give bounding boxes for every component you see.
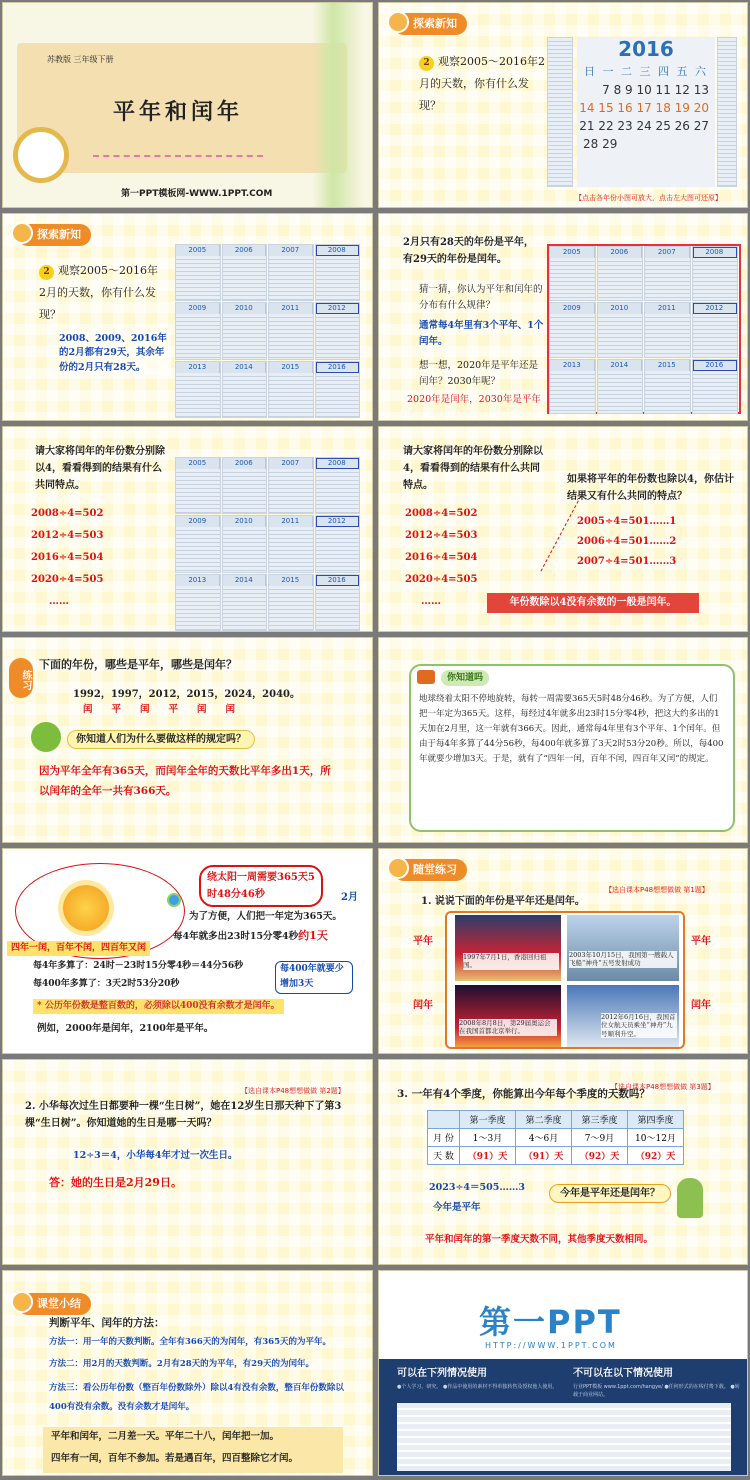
mini-calendar[interactable] bbox=[175, 361, 221, 418]
calendar-year-label: 2011 bbox=[269, 303, 313, 314]
calendar-year-label: 2006 bbox=[598, 247, 643, 258]
calendar-strip bbox=[547, 37, 573, 187]
mini-calendar[interactable] bbox=[268, 244, 314, 301]
feb-label: 2月 bbox=[341, 892, 358, 903]
photo-shenzhou5 bbox=[567, 915, 679, 981]
calendar-row bbox=[549, 246, 739, 301]
method-1: 方法一：用一年的天数判断。全年有366天的为闰年，有365天的为平年。 bbox=[49, 1337, 331, 1347]
calendar-year-label: 2011 bbox=[269, 516, 313, 527]
license-text: ●个人学习、研究。 ●作品中使用的素材不得单独转售及授权他人使用。 bbox=[397, 1384, 558, 1390]
why-question: 你知道人们为什么要做这样的规定吗？ bbox=[67, 730, 255, 749]
method-2: 方法二：用2月的天数判断。2月有28天的为平年，有29天的为闰年。 bbox=[49, 1359, 314, 1369]
calendar-year-label: 2016 bbox=[693, 360, 738, 371]
cannot-use-heading: 不可以在以下情况使用 bbox=[573, 1368, 673, 1379]
slide-practice bbox=[2, 637, 373, 843]
question: 2. 小华每次过生日都要种一棵“生日树”，她在12岁生日那天种下了第3棵“生日树”。你知道她的生日是哪一天吗？ bbox=[25, 1101, 342, 1129]
table-cell: （92）天 bbox=[628, 1147, 684, 1165]
caption: 2008年8月8日，第29届奥运会在我国首都北京举行。 bbox=[459, 1019, 557, 1036]
orbit-bubble: 绕太阳一周需要365天5时48分46秒 bbox=[199, 865, 323, 907]
calendar-year-label: 2014 bbox=[223, 362, 267, 373]
equation: 2008÷4=502 bbox=[31, 508, 104, 519]
mini-calendar[interactable] bbox=[315, 574, 361, 631]
mini-calendar[interactable] bbox=[268, 457, 314, 514]
calendar-row bbox=[175, 302, 361, 359]
table-row bbox=[428, 1147, 684, 1165]
equation: 2008÷4=502 bbox=[405, 508, 478, 519]
mini-calendar[interactable] bbox=[315, 361, 361, 418]
slide-observe bbox=[2, 213, 373, 421]
line-44min: 每4年多算了：24时－23时15分零4秒＝44分56秒 bbox=[33, 961, 244, 971]
calendar-year-label: 2015 bbox=[269, 575, 313, 586]
calendar-year-label: 2008 bbox=[316, 245, 360, 256]
calendar-year-label: 2014 bbox=[598, 360, 643, 371]
calendar-row bbox=[175, 515, 361, 572]
question: 1. 说说下面的年份是平年还是闰年。 bbox=[421, 896, 585, 907]
table-cell: 第一季度 bbox=[460, 1111, 516, 1129]
practice-badge: 练习 bbox=[9, 658, 33, 698]
calendar-year-label: 2005 bbox=[176, 458, 220, 469]
section-tag: 探索新知 bbox=[17, 224, 91, 246]
think-question: 想一想，2020年是平年还是闰年？2030年呢？ bbox=[419, 360, 539, 388]
step-badge: 2 bbox=[39, 265, 54, 280]
equation: 2012÷4=503 bbox=[405, 530, 478, 541]
estimate-question: 如果将平年的年份数也除以4，你估计结果又有什么共同的特点？ bbox=[567, 474, 734, 502]
calendar-grid bbox=[175, 244, 361, 416]
calendar-year-label: 2009 bbox=[176, 516, 220, 527]
conclusion: 平年和闰年的第一季度天数不同，其他季度天数相同。 bbox=[425, 1234, 654, 1245]
info-heading: 你知道吗 bbox=[441, 670, 489, 686]
calculation: 2023÷4＝505……3 bbox=[429, 1182, 525, 1193]
table-cell: 第二季度 bbox=[516, 1111, 572, 1129]
summary-heading: 判断平年、闰年的方法： bbox=[49, 1317, 165, 1329]
slide-leap-rule bbox=[378, 213, 748, 421]
mini-calendar[interactable] bbox=[175, 515, 221, 572]
calendar-year-label: 2015 bbox=[269, 362, 313, 373]
publisher: 苏教版 三年级下册 bbox=[47, 55, 114, 64]
mini-calendar[interactable] bbox=[268, 515, 314, 572]
equation: 2016÷4=504 bbox=[31, 552, 104, 563]
caption: 2003年10月15日，我国第一艘载人飞船“神舟”五号发射成功 bbox=[569, 951, 677, 968]
calendar-year-label: 2012 bbox=[693, 303, 738, 314]
equation: 2006÷4=501……2 bbox=[577, 536, 677, 547]
question bbox=[419, 51, 549, 117]
calendar-year-label: 2007 bbox=[269, 245, 313, 256]
table-cell bbox=[428, 1111, 460, 1129]
table-cell: 月 份 bbox=[428, 1129, 460, 1147]
think-answer: 2020年是闰年，2030年是平年 bbox=[407, 394, 541, 405]
mini-calendar[interactable] bbox=[315, 515, 361, 572]
question: 下面的年份，哪些是平年，哪些是闰年？ bbox=[39, 658, 237, 671]
mini-calendar[interactable] bbox=[222, 574, 268, 631]
can-use-heading: 可以在下列情况使用 bbox=[397, 1368, 487, 1379]
mini-calendar[interactable] bbox=[644, 246, 691, 301]
table-cell: 第四季度 bbox=[628, 1111, 684, 1129]
mini-calendar[interactable] bbox=[175, 574, 221, 631]
table-cell: （92）天 bbox=[572, 1147, 628, 1165]
photo-olympics bbox=[455, 985, 561, 1047]
calendar-grid bbox=[547, 244, 741, 414]
calendar-row bbox=[175, 244, 361, 301]
calendar-year-label: 2016 bbox=[316, 362, 360, 373]
mini-calendar[interactable] bbox=[315, 244, 361, 301]
calendar-row bbox=[175, 457, 361, 514]
mini-calendar[interactable] bbox=[549, 302, 596, 357]
brand-logo: 第一PPT bbox=[479, 1303, 622, 1341]
table-cell: 1～3月 bbox=[460, 1129, 516, 1147]
caption: 1997年7月1日，香港回归祖国。 bbox=[463, 953, 559, 970]
mini-calendar[interactable] bbox=[222, 457, 268, 514]
source-note: 【选自课本P48想想做做 第1题】 bbox=[605, 886, 709, 894]
license-text: 行业PPT模板 www.1ppt.com/hangye/ ●任何形式的在线付费下载。 ●转载于商业网站。 bbox=[573, 1384, 740, 1398]
section-tag: 探索新知 bbox=[393, 13, 467, 35]
calendar-year-label: 2009 bbox=[550, 303, 595, 314]
equation: 2020÷4=505 bbox=[405, 574, 478, 585]
mini-calendar[interactable] bbox=[692, 246, 739, 301]
answer: 答：她的生日是2月29日。 bbox=[49, 1176, 182, 1189]
calendar-year-label: 2016 bbox=[316, 575, 360, 586]
table-cell: 天 数 bbox=[428, 1147, 460, 1165]
answer-label: 平年 bbox=[413, 936, 433, 947]
line-365: 为了方便，人们把一年定为365天。 bbox=[189, 911, 342, 922]
slide-exercise-2 bbox=[2, 1059, 373, 1265]
definition: 2月只有28天的年份是平年，有29天的年份是闰年。 bbox=[403, 237, 534, 265]
guess-question: 猜一猜，你认为平年和闰年的分布有什么规律？ bbox=[419, 284, 543, 312]
calendar-year-label: 2007 bbox=[645, 247, 690, 258]
calendar-year: 2016 bbox=[618, 37, 674, 61]
calendar-year-label: 2007 bbox=[269, 458, 313, 469]
equation: 2012÷4=503 bbox=[31, 530, 104, 541]
caption: 2012年6月16日，我国首位女航天员乘坐“神舟”九号顺利升空。 bbox=[601, 1013, 676, 1038]
question-text: 观察2005～2016年2月的天数，你有什么发现？ bbox=[39, 264, 158, 321]
answer-callout: 2008、2009、2016年的2月都有29天，其余年份的2月只有28天。 bbox=[59, 332, 171, 375]
rule-box: 每400年就要少增加3天 bbox=[275, 961, 353, 994]
sun-icon bbox=[63, 885, 109, 931]
table-cell: （91）天 bbox=[516, 1147, 572, 1165]
calc-answer: 今年是平年 bbox=[433, 1202, 481, 1213]
photo-hongkong bbox=[455, 915, 561, 981]
equation: 2020÷4=505 bbox=[31, 574, 104, 585]
mini-calendar[interactable] bbox=[222, 515, 268, 572]
week-row: 14 15 16 17 18 19 20 bbox=[579, 101, 709, 115]
mini-calendar[interactable] bbox=[175, 244, 221, 301]
calendar-grid bbox=[175, 457, 361, 629]
mini-calendar[interactable] bbox=[175, 457, 221, 514]
calendar-year-label: 2008 bbox=[316, 458, 360, 469]
ellipsis: …… bbox=[421, 596, 441, 607]
slide-earth-orbit bbox=[2, 848, 373, 1054]
section-tag: 课堂小结 bbox=[17, 1293, 91, 1315]
calendar-row bbox=[175, 361, 361, 418]
mini-calendar[interactable] bbox=[692, 302, 739, 357]
table-row bbox=[428, 1129, 684, 1147]
section-tag: 随堂练习 bbox=[393, 859, 467, 881]
hint-note: 【点击各年份小图可放大，点击左大图可还原】 bbox=[575, 194, 722, 202]
mini-calendar[interactable] bbox=[597, 246, 644, 301]
big-calendar[interactable] bbox=[577, 37, 715, 187]
footer: 第一PPT模板网-WWW.1PPT.COM bbox=[121, 189, 273, 199]
earth-icon bbox=[167, 893, 181, 907]
slide-did-you-know bbox=[378, 637, 748, 843]
week-row: 7 8 9 10 11 12 13 bbox=[602, 83, 709, 97]
conclusion-banner: 年份数除以4没有余数的一般是闰年。 bbox=[487, 593, 699, 613]
calendar-year-label: 2009 bbox=[176, 303, 220, 314]
mini-calendar[interactable] bbox=[268, 361, 314, 418]
mini-calendar[interactable] bbox=[549, 359, 596, 414]
table-cell: （91）天 bbox=[460, 1147, 516, 1165]
table-cell: 第三季度 bbox=[572, 1111, 628, 1129]
slide-summary bbox=[2, 1270, 373, 1476]
mini-calendar[interactable] bbox=[315, 302, 361, 359]
calendar-year-label: 2012 bbox=[316, 516, 360, 527]
calendar-year-label: 2010 bbox=[223, 516, 267, 527]
calendar-year-label: 2013 bbox=[176, 575, 220, 586]
century-rule: * 公历年份数是整百数的，必须除以400没有余数才是闰年。 bbox=[33, 999, 284, 1014]
mini-calendar[interactable] bbox=[222, 361, 268, 418]
verse-line: 平年和闰年，二月差一天。平年二十八，闰年把一加。 bbox=[51, 1431, 280, 1442]
verse-line: 四年有一闰，百年不参加。若是遇百年，四百整除它才闰。 bbox=[51, 1453, 299, 1464]
brand-url[interactable]: HTTP://WWW.1PPT.COM bbox=[485, 1341, 617, 1350]
mini-calendar[interactable] bbox=[549, 246, 596, 301]
calendar-strip bbox=[717, 37, 737, 187]
slide-exercise-1 bbox=[378, 848, 748, 1054]
flower-border bbox=[93, 155, 263, 157]
slide-divide bbox=[2, 426, 373, 632]
calendar-year-label: 2013 bbox=[550, 360, 595, 371]
calendar-year-label: 2015 bbox=[645, 360, 690, 371]
mini-calendar[interactable] bbox=[222, 244, 268, 301]
mini-calendar[interactable] bbox=[222, 302, 268, 359]
week-row: 28 29 bbox=[583, 137, 618, 151]
season-table bbox=[427, 1110, 684, 1165]
dinosaur-icon bbox=[677, 1178, 703, 1218]
intro: 请大家将闰年的年份数分别除以4，看看得到的结果有什么共同特点。 bbox=[403, 446, 543, 491]
calendar-year-label: 2010 bbox=[598, 303, 643, 314]
question bbox=[39, 260, 163, 326]
calendar-year-label: 2014 bbox=[223, 575, 267, 586]
table-cell: 10～12月 bbox=[628, 1129, 684, 1147]
tree-icon bbox=[31, 722, 61, 752]
slide-divide-compare bbox=[378, 426, 748, 632]
mini-calendar[interactable] bbox=[268, 302, 314, 359]
calendar-year-label: 2005 bbox=[550, 247, 595, 258]
answer-label: 闰年 bbox=[413, 1000, 433, 1011]
mini-calendar[interactable] bbox=[175, 302, 221, 359]
line-4years: 每4年就多出23时15分零4秒约1天 bbox=[173, 929, 328, 942]
example: 例如，2000年是闰年，2100年是平年。 bbox=[37, 1023, 214, 1034]
mini-calendar[interactable] bbox=[644, 359, 691, 414]
calendar-year-label: 2011 bbox=[645, 303, 690, 314]
answer-label: 闰年 bbox=[691, 1000, 711, 1011]
table-cell: 7～9月 bbox=[572, 1129, 628, 1147]
method-3: 方法三：看公历年份数（整百年份数除外）除以4有没有余数，整百年份数除以400有没有余数。没有余数才是闰年。 bbox=[49, 1383, 344, 1412]
calendar-row bbox=[175, 574, 361, 631]
mini-calendar[interactable] bbox=[597, 359, 644, 414]
calendar-row bbox=[549, 302, 739, 357]
ask-bubble: 今年是平年还是闰年？ bbox=[549, 1184, 671, 1203]
intro: 请大家将闰年的年份数分别除以4，看看得到的结果有什么共同特点。 bbox=[35, 446, 165, 491]
mini-calendar[interactable] bbox=[692, 359, 739, 414]
reason: 因为平年全年有365天，而闰年全年的天数比平年多出1天，所以闰年的全年一共有366天。 bbox=[39, 765, 331, 797]
calendar-year-label: 2008 bbox=[693, 247, 738, 258]
calendar-year-label: 2010 bbox=[223, 303, 267, 314]
mini-calendar[interactable] bbox=[644, 302, 691, 357]
slide-credits bbox=[378, 1270, 748, 1476]
line-400years: 每400年多算了：3天2时53分20秒 bbox=[33, 979, 180, 989]
rule-text: 通常每4年里有3个平年、1个闰年。 bbox=[419, 320, 544, 348]
calendar-year-label: 2006 bbox=[223, 458, 267, 469]
table-header-row bbox=[428, 1111, 684, 1129]
table-cell: 4～6月 bbox=[516, 1129, 572, 1147]
equation: 2016÷4=504 bbox=[405, 552, 478, 563]
calendar-year-label: 2006 bbox=[223, 245, 267, 256]
slide-exercise-3 bbox=[378, 1059, 748, 1265]
info-body: 地球绕着太阳不停地旋转，每转一周需要365天5时48分46秒。为了方便，人们把一年定为365天。这样，每经过4年就多出23时15分零4秒，把这大约多出的1天加在2月里，这一年就有366天。因此，通常每4年里有3个平年、1个闰年。但由于每4年多算了44分56秒，每400年就多算了3天2时53分20秒。所以，每400年就要少增加3天。于是，就有了“四年一闰，百年不闰，四百年又闰”的规定。 bbox=[419, 694, 724, 764]
train-icon bbox=[417, 670, 435, 684]
week-row: 21 22 23 24 25 26 27 bbox=[579, 119, 709, 133]
weekday-row: 日 一 二 三 四 五 六 bbox=[584, 65, 708, 78]
answer-label: 平年 bbox=[691, 936, 711, 947]
calendar-year-label: 2005 bbox=[176, 245, 220, 256]
source-note: 【选自课本P48想想做做 第2题】 bbox=[241, 1087, 345, 1095]
calendar-year-label: 2012 bbox=[316, 303, 360, 314]
calendar-row bbox=[549, 359, 739, 414]
step-badge: 2 bbox=[419, 56, 434, 71]
mini-calendar[interactable] bbox=[315, 457, 361, 514]
link-list[interactable] bbox=[397, 1403, 731, 1471]
motto: 四年一闰，百年不闰，四百年又闰 bbox=[7, 941, 150, 956]
question: 3. 一年有4个季度，你能算出今年每个季度的天数吗？ bbox=[397, 1088, 650, 1100]
equation: 2005÷4=501……1 bbox=[577, 516, 677, 527]
equation: 2007÷4=501……3 bbox=[577, 556, 677, 567]
question-text: 观察2005～2016年2月的天数，你有什么发现？ bbox=[419, 55, 545, 112]
ellipsis: …… bbox=[49, 596, 69, 607]
calendar-year-label: 2013 bbox=[176, 362, 220, 373]
grass-decor bbox=[313, 3, 363, 208]
source-note: 【选自课本P48想想做做 第3题】 bbox=[611, 1083, 715, 1091]
calculation: 12÷3＝4，小华每4年才过一次生日。 bbox=[73, 1150, 238, 1161]
slide-title bbox=[2, 2, 373, 208]
mini-calendar[interactable] bbox=[268, 574, 314, 631]
answers: 闰 平 闰 平 闰 闰 bbox=[83, 704, 236, 715]
mini-calendar[interactable] bbox=[597, 302, 644, 357]
slide-title-text: 平年和闰年 bbox=[113, 99, 244, 125]
slide-calendar-2016 bbox=[378, 2, 748, 208]
years-list: 1992，1997，2012，2015，2024，2040。 bbox=[73, 689, 300, 700]
clock-icon bbox=[13, 127, 69, 183]
